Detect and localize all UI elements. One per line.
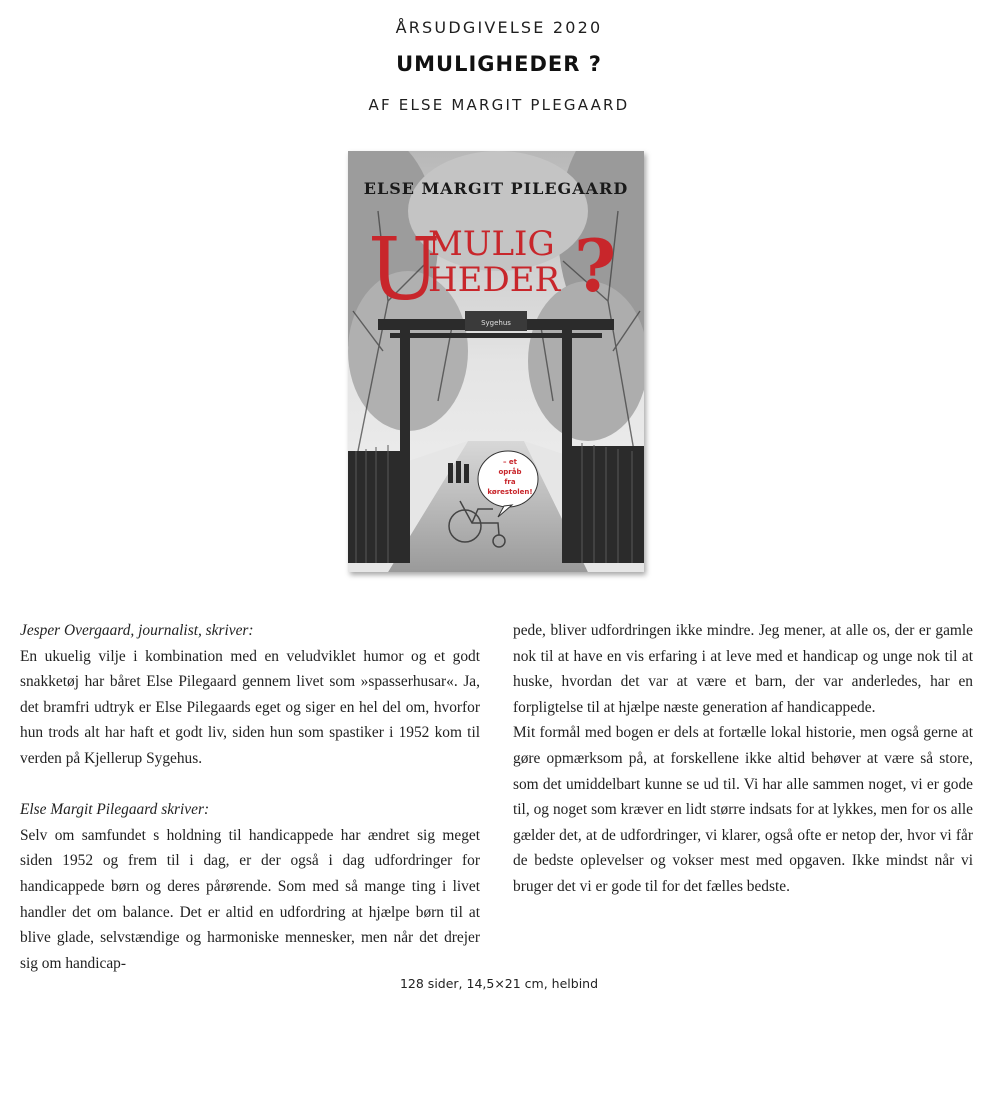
bubble-line-2: opråb bbox=[498, 468, 522, 476]
section1-text: En ukuelig vilje i kombination med en veludviklet humor og et godt snakketøj har båret Else Pilegaard gennem livet som »spasserhusar«. Ja, det bramfri udtryk er Else Pilegaards eget og siger en hel del om, hvorfor hun trods alt har haft et godt liv, siden hun som spastiker i 1952 kom til verden på Kjellerup Sygehus. bbox=[20, 647, 480, 767]
section2-author: Else Margit Pilegaard skriver: bbox=[20, 801, 210, 819]
book-author-byline: AF ELSE MARGIT PLEGAARD bbox=[368, 96, 630, 114]
section2-text-part2: pede, bliver udfordringen ikke mindre. Jeg mener, at alle os, der er gamle nok til at have en vis erfaring i at leve med et handicap og unge nok til at huske, hvordan det var at være et barn, der var anderledes, har en forpligtelse til at hjælpe næste generation af handicappede. bbox=[513, 622, 973, 716]
cover-title-mark: ? bbox=[574, 223, 617, 308]
article-column-left bbox=[20, 618, 480, 976]
section2-text-part3: Mit formål med bogen er dels at fortælle lokal historie, men også gerne at gøre opmærksom på, at forskellene ikke altid behøver at være så store, som det umiddelbart kunne se ud til. Vi har alle sammen noget, vi er gode til, og noget som kræver en lidt større indsats for at lykkes, men for os alle gælder det, at de udfordringer, vi klarer, også ofte er netop der, hvor vi får de bedste oplevelser og vokser mest med opgaven. Ikke mindst når vi bruger det vi er gode til for det fælles bedste. bbox=[513, 724, 973, 895]
cover-title-initial: U bbox=[368, 220, 441, 320]
section1-author: Jesper Overgaard, journalist, skriver: bbox=[20, 622, 254, 639]
bubble-line-3: fra bbox=[504, 478, 516, 486]
cover-title-line1: MULIG bbox=[428, 224, 555, 264]
section2-text-part1: Selv om samfundet s holdning til handicappede har ændret sig meget siden 1952 og frem til i dag, er der også i dag udfordringer for handicappede børn og deres pårørende. Som med så mange ting i livet handler det om balance. Det er altid en udfordring at hjælpe børn til at blive glade, selvstændige og harmoniske mennesker, men når det drejer sig om handicap- bbox=[20, 826, 480, 972]
gate-sign-text: Sygehus bbox=[481, 319, 511, 327]
distant-figures bbox=[448, 461, 469, 483]
book-title: UMULIGHEDER ? bbox=[396, 52, 602, 76]
book-specs: 128 sider, 14,5×21 cm, helbind bbox=[399, 976, 599, 991]
article-column-right bbox=[513, 618, 973, 900]
cover-author-name: ELSE MARGIT PILEGAARD bbox=[363, 179, 629, 198]
bubble-line-1: – et bbox=[502, 458, 518, 466]
book-cover-image bbox=[348, 151, 644, 572]
cover-title-line2: HEDER bbox=[428, 260, 561, 300]
cover-illustration bbox=[348, 151, 644, 572]
release-label: ÅRSUDGIVELSE 2020 bbox=[395, 18, 603, 37]
bubble-line-4: kørestolen! bbox=[487, 488, 533, 496]
